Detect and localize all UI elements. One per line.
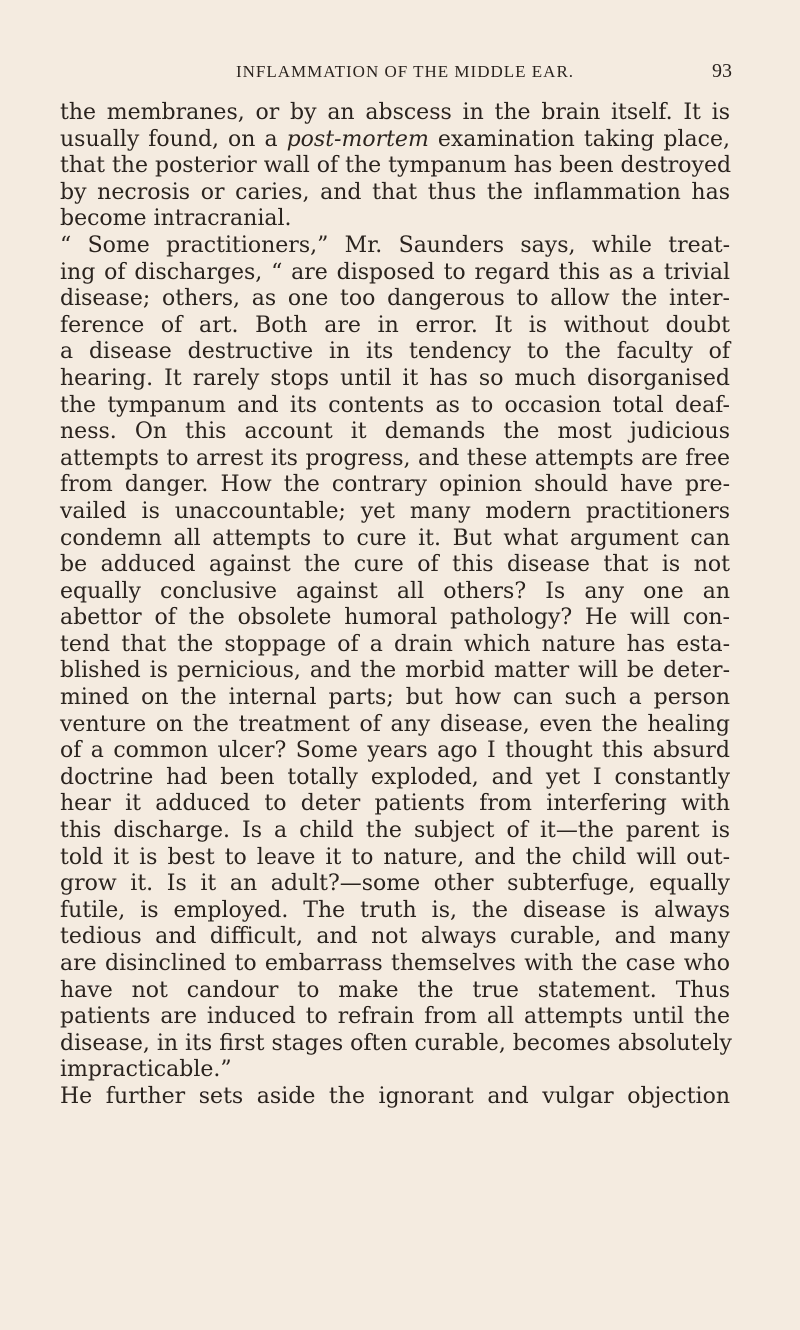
italic-term: post-mortem xyxy=(286,126,429,152)
text-line: are disinclined to embarrass themselves with the case who xyxy=(60,951,730,976)
text-line: blished is pernicious, and the morbid matter will be deter- xyxy=(60,658,730,684)
text-line-with-italic xyxy=(60,127,730,154)
text-line: vailed is unaccountable; yet many modern practitioners xyxy=(60,498,730,524)
text-line: mined on the internal parts; but how can such a person xyxy=(60,685,730,711)
text-line: have not candour to make the true statement. Thus xyxy=(60,977,730,1003)
text-line: futile, is employed. The truth is, the disease is always xyxy=(60,897,730,923)
text-line: impracticable.” xyxy=(60,1057,232,1083)
text-line: hearing. It rarely stops until it has so much disorganised xyxy=(60,365,730,391)
text-line: this discharge. Is a child the subject of it—the parent is xyxy=(60,818,730,844)
text-line: venture on the treatment of any disease, even the healing xyxy=(60,711,730,737)
text-line: tedious and difficult, and not always curable, and many xyxy=(60,924,730,950)
text-line: doctrine had been totally exploded, and yet I constantly xyxy=(60,764,730,790)
text-line: that the posterior wall of the tympanum has been destroyed xyxy=(60,153,732,179)
text-line: ness. On this account it demands the most judicious xyxy=(60,419,730,445)
running-title: INFLAMMATION OF THE MIDDLE EAR. xyxy=(235,62,575,81)
text-line: equally conclusive against all others? Is any one an xyxy=(60,578,730,604)
text-line: from danger. How the contrary opinion should have pre- xyxy=(60,472,730,498)
text-line: patients are induced to refrain from all attempts until the xyxy=(60,1004,730,1030)
text-line: disease; others, as one too dangerous to allow the inter- xyxy=(60,286,730,312)
text-line: become intracranial. xyxy=(60,206,292,232)
text-line: “ Some practitioners,” Mr. Saunders says, while treat- xyxy=(60,232,730,258)
text-line: told it is best to leave it to nature, and the child will out- xyxy=(60,844,730,870)
text-line: a disease destructive in its tendency to the faculty of xyxy=(60,339,730,365)
text-line: disease, in its first stages often curable, becomes absolutely xyxy=(60,1030,732,1056)
text-line: grow it. Is it an adult?—some other subterfuge, equally xyxy=(60,871,730,897)
text-segment: examination taking place, xyxy=(428,126,730,152)
text-line: of a common ulcer? Some years ago I thought this absurd xyxy=(60,738,730,764)
text-segment: usually found, on a xyxy=(60,126,287,152)
page-number: 93 xyxy=(712,60,732,82)
text-line: the membranes, or by an abscess in the brain itself. It is xyxy=(60,100,730,125)
text-line: attempts to arrest its progress, and these attempts are free xyxy=(60,445,730,471)
page-body-text xyxy=(60,100,730,1111)
text-line: ing of discharges, “ are disposed to regard this as a trivial xyxy=(60,259,730,285)
text-line: the tympanum and its contents as to occasion total deaf- xyxy=(60,392,730,418)
text-line: by necrosis or caries, and that thus the inflammation has xyxy=(60,179,730,205)
text-line: hear it adduced to deter patients from interfering with xyxy=(60,791,730,817)
text-line: He further sets aside the ignorant and vulgar objection xyxy=(60,1083,730,1109)
text-line: abettor of the obsolete humoral pathology? He will con- xyxy=(60,605,730,631)
text-line: be adduced against the cure of this disease that is not xyxy=(60,552,730,578)
text-line: ference of art. Both are in error. It is without doubt xyxy=(60,312,730,338)
text-line: condemn all attempts to cure it. But what argument can xyxy=(60,525,730,551)
text-line: tend that the stoppage of a drain which nature has esta- xyxy=(60,631,730,657)
